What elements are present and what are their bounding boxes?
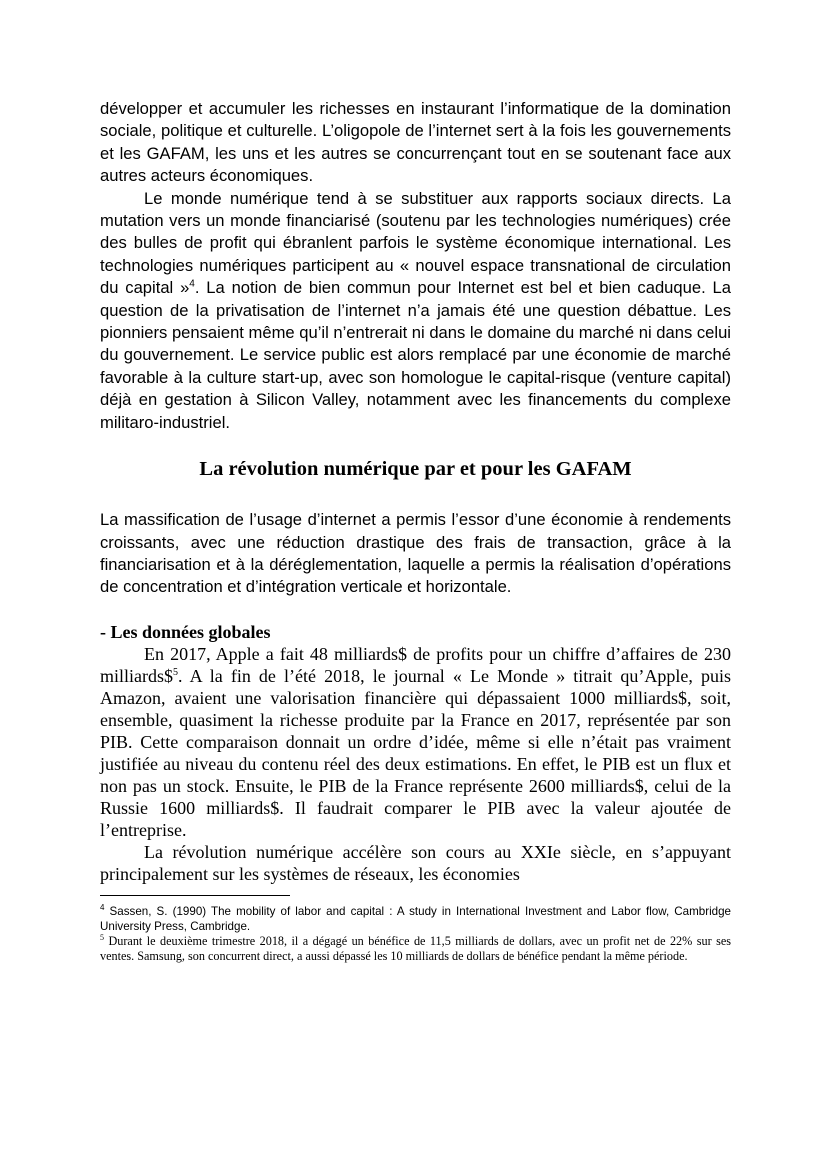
footnote-5-text: Durant le deuxième trimestre 2018, il a dégagé un bénéfice de 11,5 milliards de dollars, avec un profit net de 22% sur ses ventes. Samsung, son concurrent direct, a aussi dépassé les 10 milliards de dollars de bénéfice pendant la même période. — [100, 933, 731, 963]
footnote-4-text: Sassen, S. (1990) The mobility of labor and capital : A study in International Investment and Labor flow, Cambridge University Press, Cambridge. — [100, 904, 731, 933]
paragraph-oligopole: développer et accumuler les richesses en instaurant l’informatique de la domination sociale, politique et culturelle. L’oligopole de l’internet sert à la fois les gouvernements et les GAFAM, les uns et les autres se concurrençant tout en se soutenant face aux autres acteurs économiques. — [100, 99, 731, 186]
footnote-4 — [100, 904, 731, 934]
paragraph-apple-part1: En 2017, Apple a fait 48 milliards$ de profits pour un chiffre d’affaires de 230 milliards$ — [100, 643, 731, 686]
paragraph-apple-part2: . A la fin de l’été 2018, le journal « Le Monde » titrait qu’Apple, puis Amazon, avaient une valorisation financière qui dépassaient 1000 milliards$, soit, ensemble, quasiment la richesse produite par la France en 2017, représentée par son PIB. Cette comparaison donnait un ordre d’idée, même si elle n’était pas vraiment justifiée au niveau du contenu réel des deux estimations. En effet, le PIB est un flux et non pas un stock. Ensuite, le PIB de la France représente 2600 milliards$, celui de la Russie 1600 milliards$. Il faudrait comparer le PIB avec la valeur ajoutée de l’entreprise. — [100, 665, 731, 840]
footnote-5-mark: 5 — [100, 932, 104, 942]
footnote-ref-5[interactable]: 5 — [173, 666, 178, 678]
paragraph-revolution: La révolution numérique accélère son cours au XXIe siècle, en s’appuyant principalement sur les systèmes de réseaux, les économies — [100, 841, 731, 884]
section-heading: La révolution numérique par et pour les GAFAM — [199, 458, 632, 481]
paragraph-massification: La massification de l’usage d’internet a permis l’essor d’une économie à rendements croissants, avec une réduction drastique des frais de transaction, grâce à la financiarisation et à la déréglementation, laquelle a permis la réalisation d’opérations de concentration et d’intégration verticale et horizontale. — [100, 510, 731, 597]
paragraph-monde-numerique — [100, 188, 731, 434]
footnote-5 — [100, 934, 731, 964]
footnote-4-mark: 4 — [100, 902, 105, 912]
paragraph-monde-numerique-part2: . La notion de bien commun pour Internet est bel et bien caduque. La question de la privatisation de l’internet n’a jamais été une question débattue. Les pionniers pensaient même qu’il n’entrerait ni dans le domaine du marché ni dans celui du gouvernement. Le service public est alors remplacé par une économie de marché favorable à la culture start-up, avec son homologue le capital-risque (venture capital) déjà en gestation à Silicon Valley, notamment avec les financements du complexe militaro-industriel. — [100, 278, 731, 432]
footnote-ref-4[interactable]: 4 — [189, 278, 195, 290]
subheading-donnees-globales: - Les données globales — [100, 621, 271, 642]
footnote-divider — [100, 895, 290, 896]
paragraph-monde-numerique-part1: Le monde numérique tend à se substituer aux rapports sociaux directs. La mutation vers un monde financiarisé (soutenu par les technologies numériques) crée des bulles de profit qui ébranlent parfois le système économique international. Les technologies numériques participent au « nouvel espace transnational de circulation du capital » — [100, 188, 731, 298]
paragraph-apple — [100, 643, 731, 841]
